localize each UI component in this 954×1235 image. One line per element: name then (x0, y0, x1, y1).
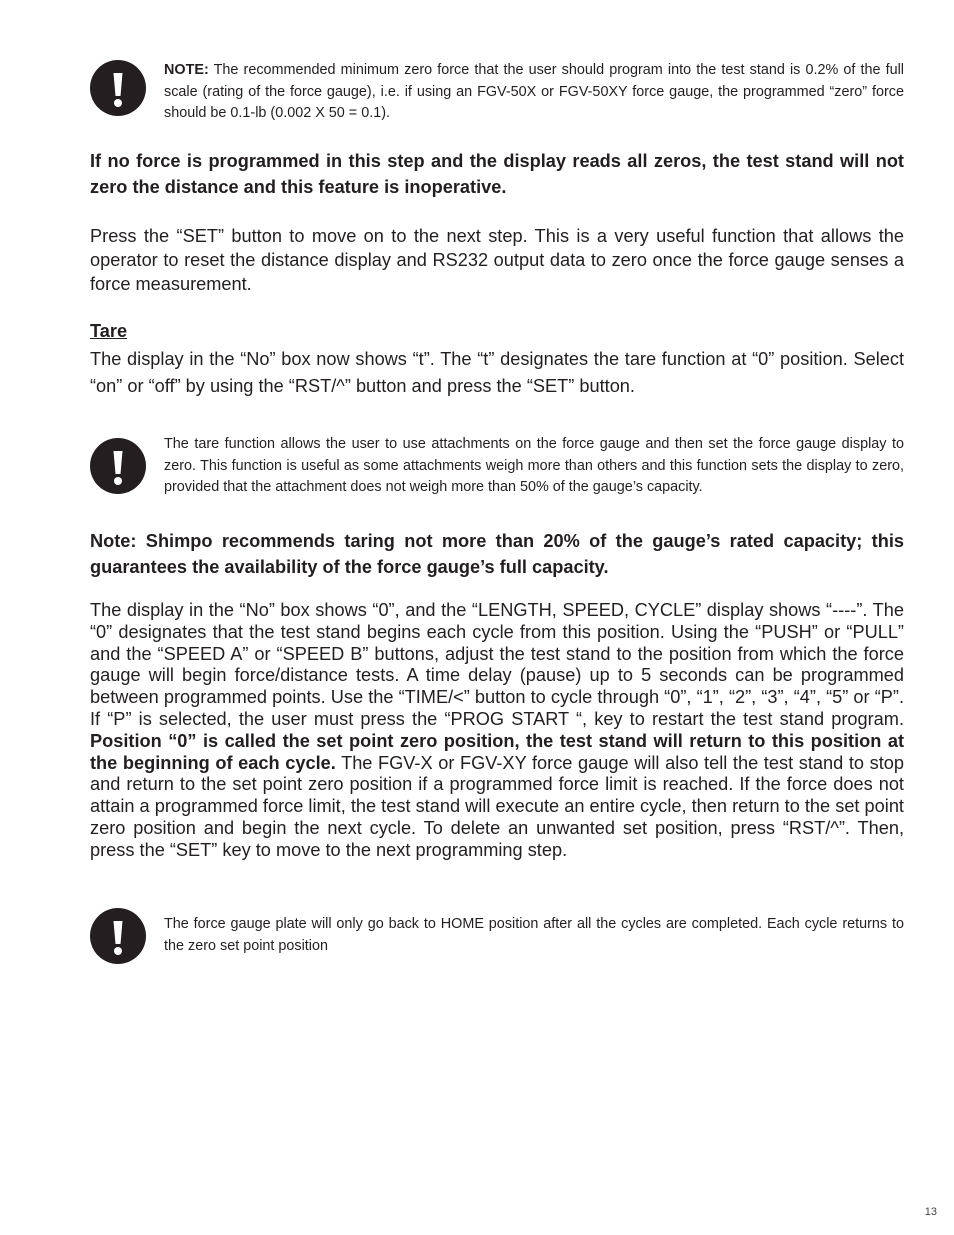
exclamation-icon (90, 438, 146, 494)
set-button-paragraph: Press the “SET” button to move on to the next step. This is a very useful function that allows the operator to reset the distance display and RS232 output data to zero once the force gauge senses a force measurement. (90, 226, 904, 294)
note-block-3 (90, 908, 904, 968)
note-1-text: NOTE: The recommended minimum zero force that the user should program into the test stand is 0.2% of the full scale (rating of the force gauge), i.e. if using an FGV-50X or FGV-50XY force gauge, the programmed “zero” force should be 0.1-lb (0.002 X 50 = 0.1). (164, 62, 904, 121)
note-block-2 (90, 434, 904, 500)
exclamation-icon (90, 908, 146, 964)
note-2-text: The tare function allows the user to use attachments on the force gauge and then set the force gauge display to zero. This function is useful as some attachments weigh more than others and this function sets the display to zero, provided that the attachment does not weigh more than 50% of the gauge’s capacity. (164, 436, 904, 495)
note-block-1 (90, 60, 904, 126)
note-label: NOTE: (164, 62, 209, 78)
shimpo-recommendation: Note: Shimpo recommends taring not more than 20% of the gauge’s rated capacity; this guarantees the availability of the force gauge’s full capacity. (90, 531, 904, 577)
exclamation-icon (90, 60, 146, 116)
zero-force-warning: If no force is programmed in this step and the display reads all zeros, the test stand will not zero the distance and this feature is inoperative. (90, 151, 904, 197)
set-point-zero-statement: Position “0” is called the set point zero position, the test stand will return to this position at the beginning of each cycle. (90, 730, 904, 773)
note-3-text: The force gauge plate will only go back to HOME position after all the cycles are completed. Each cycle returns to the zero set point position (164, 916, 904, 954)
set-point-paragraph: The display in the “No” box shows “0”, and the “LENGTH, SPEED, CYCLE” display shows “----”. The “0” designates that the test stand begins each cycle from this position. Using the “PUSH” or “PULL” and the “SPEED A” or “SPEED B” buttons, adjust the test stand to the position from which the force gauge will begin force/distance tests. A time delay (pause) up to 5 seconds can be programmed between programmed points. Use the “TIME/<” button to cycle through “0”, “1”, “2”, “3”, “4”, “5” or “P”. If “P” is selected, the user must press the “PROG START “, key to restart the test stand program. Position “0” is called the set point zero position, the test stand will return to this position at the beginning of each cycle. The FGV-X or FGV-XY force gauge will also tell the test stand to stop and return to the set point zero position if a programmed force limit is reached. If the force does not attain a programmed force limit, the test stand will execute an entire cycle, then return to the set point zero position and begin the next cycle. To delete an unwanted set position, press “RST/^”. Then, press the “SET” key to move to the next programming step. (90, 600, 904, 860)
tare-paragraph: The display in the “No” box now shows “t”. The “t” designates the tare function at “0” position. Select “on” or “off” by using the “RST/^” button and press the “SET” button. (90, 349, 904, 396)
page-number: 13 (924, 1206, 937, 1218)
tare-heading: Tare (90, 321, 128, 341)
